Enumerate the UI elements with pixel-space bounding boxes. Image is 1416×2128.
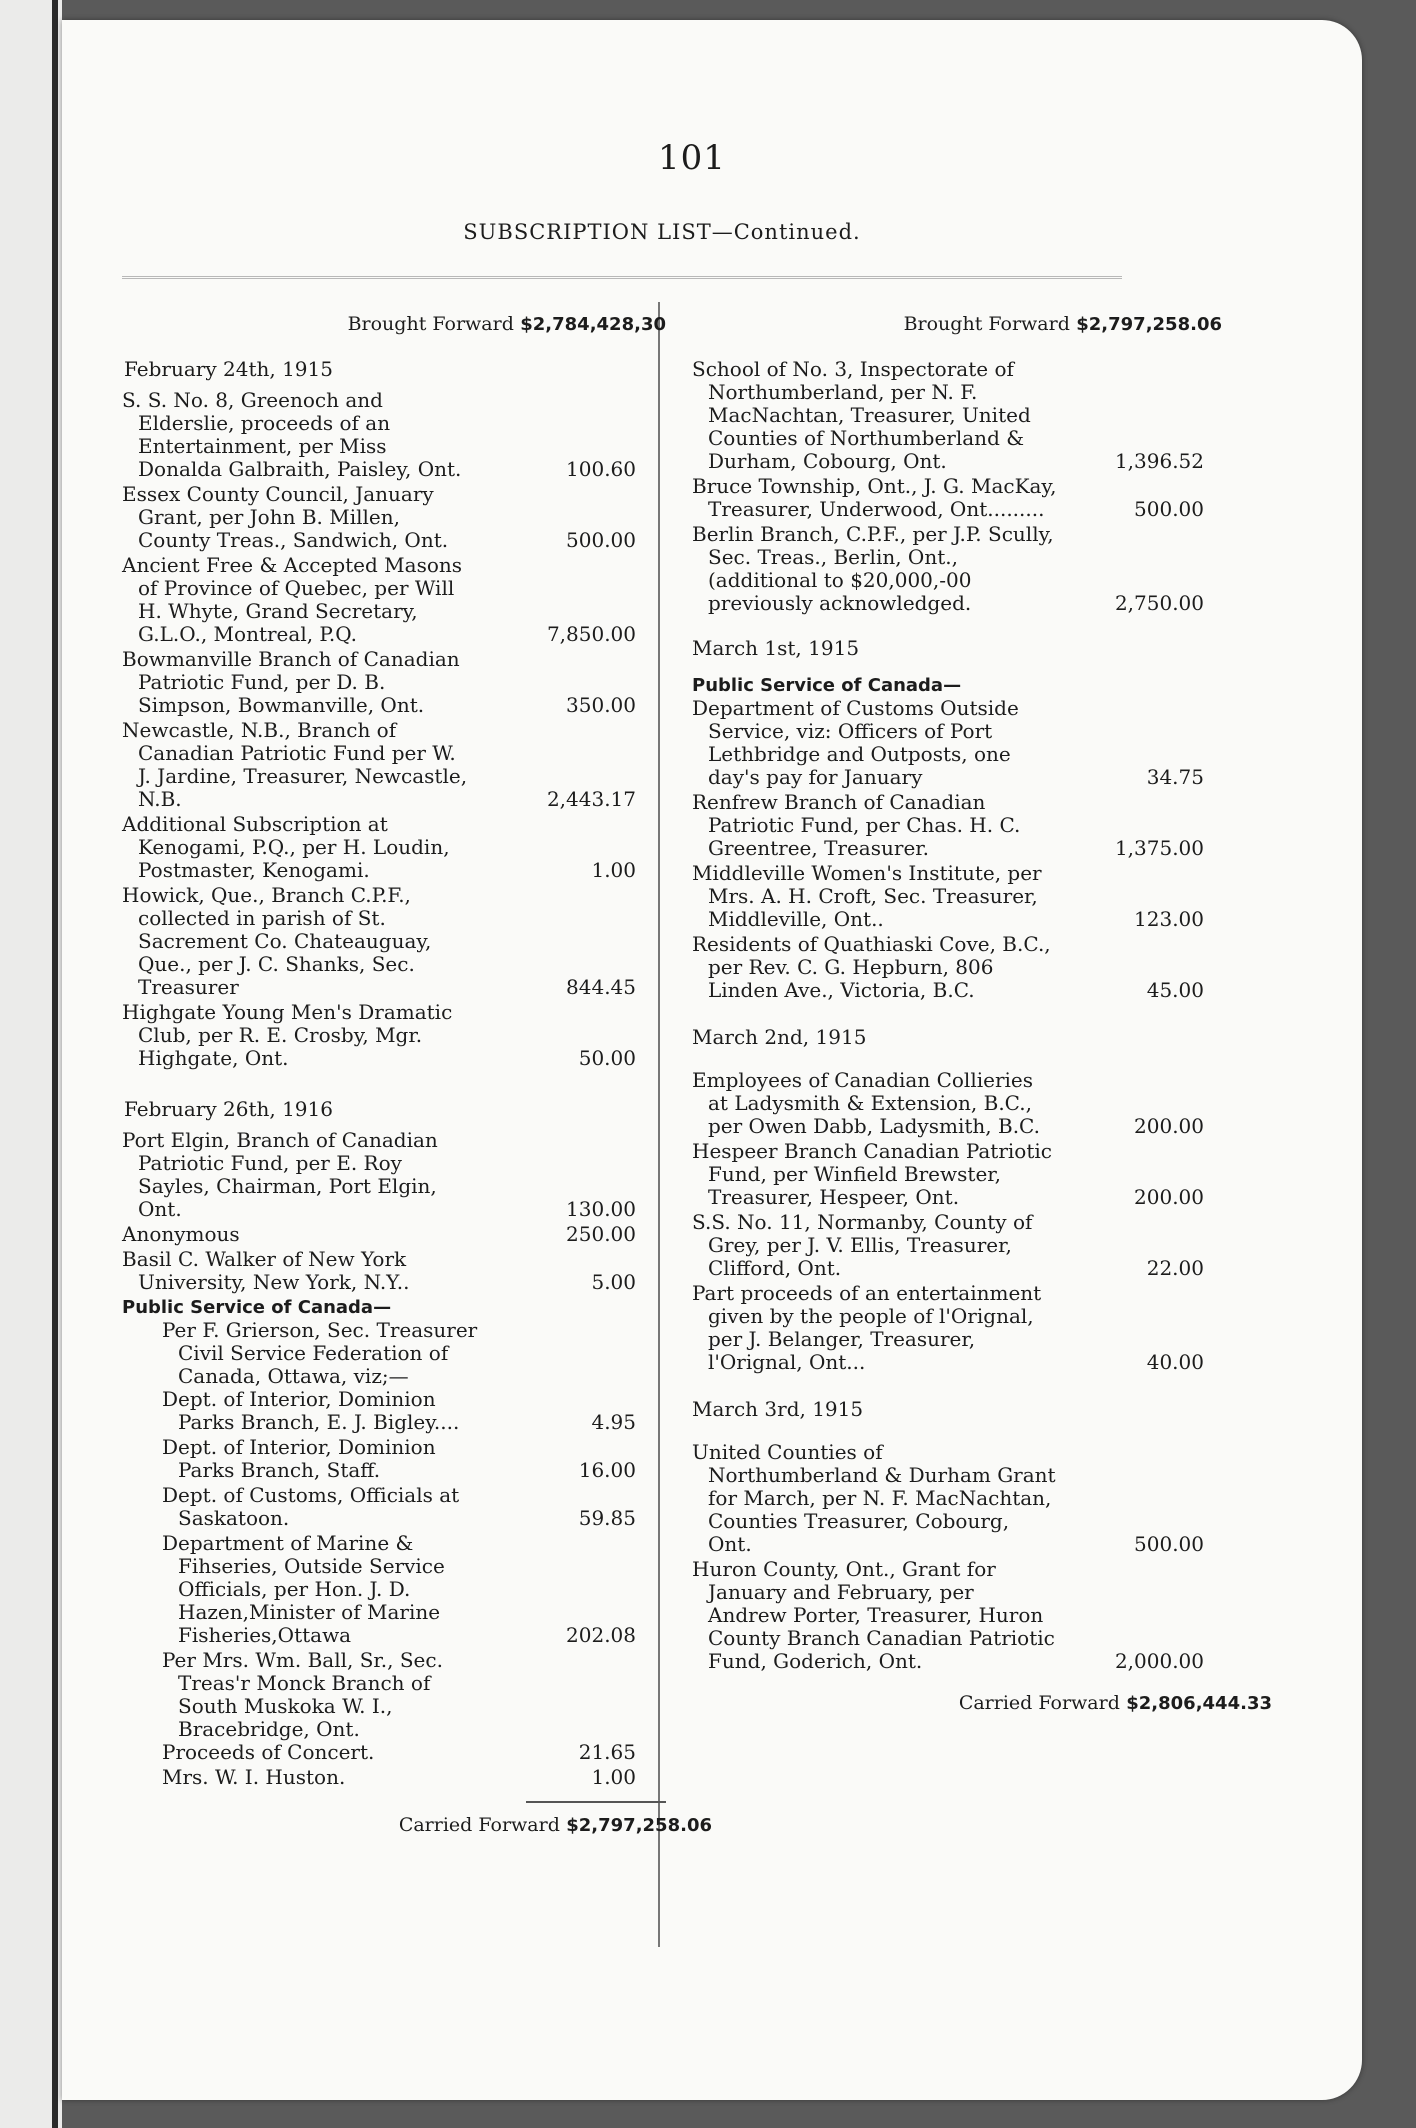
list-item: [692, 791, 1252, 860]
entry-amount: 22.00: [1146, 1256, 1204, 1280]
entry-amount: 200.00: [1134, 1114, 1204, 1138]
entry-amount: 1.00: [591, 858, 636, 882]
carried-forward-amount: $2,797,258.06: [566, 1815, 712, 1836]
list-item: [692, 933, 1252, 1002]
section-heading: Public Service of Canada—: [692, 675, 962, 696]
entry-amount: 34.75: [1146, 765, 1204, 789]
entry-amount: 4.95: [591, 1410, 636, 1434]
list-item: [122, 483, 712, 552]
carried-forward-amount: $2,806,444.33: [1126, 1693, 1272, 1714]
entry-amount: 844.45: [566, 975, 636, 999]
date-heading: March 2nd, 1915: [692, 1025, 867, 1049]
carried-forward: [122, 1813, 712, 1837]
brought-forward-amount: $2,797,258.06: [1076, 314, 1222, 335]
entry-text: Part proceeds of an entertainment given by the people of l'Orignal, per J. Belanger, Treasurer, l'Orignal, Ont...: [692, 1281, 1042, 1374]
entry-text: Port Elgin, Branch of Canadian Patriotic Fund, per E. Roy Sayles, Chairman, Port Elgin, Ont.: [122, 1128, 438, 1221]
entry-text: Employees of Canadian Collieries at Ladysmith & Extension, B.C., per Owen Dabb, Ladysmith, B.C.: [692, 1068, 1040, 1138]
list-item: [122, 1248, 712, 1294]
list-item: [122, 1223, 712, 1246]
entry-text: Mrs. W. I. Huston.: [162, 1765, 346, 1789]
entry-amount: 250.00: [566, 1222, 636, 1246]
date-heading: February 24th, 1915: [124, 357, 333, 381]
entry-text: Renfrew Branch of Canadian Patriotic Fund, per Chas. H. C. Greentree, Treasurer.: [692, 790, 1021, 860]
entry-amount: 7,850.00: [546, 622, 636, 646]
entry-text: Highgate Young Men's Dramatic Club, per R. E. Crosby, Mgr. Highgate, Ont.: [122, 1000, 453, 1070]
carried-forward-label: Carried Forward: [398, 1814, 560, 1836]
list-item: [122, 554, 712, 646]
entry-text: Basil C. Walker of New York University, New York, N.Y..: [122, 1247, 410, 1294]
date-heading: March 3rd, 1915: [692, 1397, 864, 1421]
entry-text: Middleville Women's Institute, per Mrs. A. H. Croft, Sec. Treasurer, Middleville, Ont..: [692, 861, 1042, 931]
list-item: [692, 1140, 1252, 1209]
list-item: [162, 1388, 712, 1434]
list-item: [692, 1069, 1252, 1138]
list-item: [692, 1441, 1252, 1556]
total-rule: [526, 1801, 666, 1803]
page-heading: SUBSCRIPTION LIST—Continued.: [463, 220, 861, 244]
entry-text: Additional Subscription at Kenogami, P.Q., per H. Loudin, Postmaster, Kenogami.: [122, 812, 450, 882]
entry-text: Dept. of Customs, Officials at Saskatoon.: [162, 1483, 460, 1530]
list-item: [692, 475, 1252, 521]
entry-amount: 50.00: [578, 1046, 636, 1070]
brought-forward: [692, 312, 1222, 336]
list-item: [692, 358, 1252, 473]
entry-amount: 500.00: [1134, 1532, 1204, 1556]
carried-forward-label: Carried Forward: [958, 1692, 1120, 1714]
entry-amount: 202.08: [566, 1623, 636, 1647]
entry-text: Proceeds of Concert.: [162, 1740, 375, 1764]
list-item: [692, 862, 1252, 931]
entry-text: Anonymous: [122, 1222, 240, 1246]
list-item: [692, 1282, 1252, 1374]
list-item: [692, 1211, 1252, 1280]
list-item: [162, 1436, 712, 1482]
entry-amount: 1,396.52: [1114, 449, 1204, 473]
entry-text: Howick, Que., Branch C.P.F., collected in parish of St. Sacrement Co. Chateauguay, Que., per J. C. Shanks, Sec. Treasurer: [122, 883, 432, 999]
entry-text: Berlin Branch, C.P.F., per J.P. Scully, Sec. Treas., Berlin, Ont., (additional to $20,000,-00 previously acknowledged.: [692, 522, 1054, 615]
entry-amount: 100.60: [566, 457, 636, 481]
brought-forward-label: Brought Forward: [347, 313, 514, 335]
entry-amount: 123.00: [1134, 907, 1204, 931]
date-heading: March 1st, 1915: [692, 636, 860, 660]
list-item: [122, 884, 712, 999]
carried-forward: [692, 1691, 1272, 1715]
list-item: [122, 1129, 712, 1221]
list-item: [692, 697, 1252, 789]
entry-amount: 500.00: [1134, 497, 1204, 521]
list-item: [122, 648, 712, 717]
entry-amount: 45.00: [1146, 978, 1204, 1002]
entry-amount: 21.65: [578, 1740, 636, 1764]
entry-amount: 2,443.17: [546, 787, 636, 811]
list-item: [122, 813, 712, 882]
entry-text: S. S. No. 8, Greenoch and Elderslie, proceeds of an Entertainment, per Miss Donalda Galbraith, Paisley, Ont.: [122, 388, 462, 481]
entry-text: S.S. No. 11, Normanby, County of Grey, per J. V. Ellis, Treasurer, Clifford, Ont.: [692, 1210, 1033, 1280]
entry-text: Residents of Quathiaski Cove, B.C., per Rev. C. G. Hepburn, 806 Linden Ave., Victoria, B.C.: [692, 932, 1051, 1002]
entry-amount: 500.00: [566, 528, 636, 552]
entry-text: Dept. of Interior, Dominion Parks Branch, Staff.: [162, 1435, 436, 1482]
entry-text: School of No. 3, Inspectorate of Northumberland, per N. F. MacNachtan, Treasurer, United Counties of Northumberland & Durham, Cobourg, Ont.: [692, 357, 1031, 473]
entry-amount: 59.85: [578, 1506, 636, 1530]
entry-text: Department of Customs Outside Service, viz: Officers of Port Lethbridge and Outposts, one day's pay for January: [692, 696, 1019, 789]
list-item: [162, 1766, 712, 1789]
entry-text: Bowmanville Branch of Canadian Patriotic Fund, per D. B. Simpson, Bowmanville, Ont.: [122, 647, 460, 717]
list-item: [692, 523, 1252, 615]
sub-intro: Per Mrs. Wm. Ball, Sr., Sec. Treas'r Monck Branch of South Muskoka W. I., Bracebridge, Ont.: [162, 1648, 443, 1741]
book-page: [62, 20, 1362, 2100]
brought-forward: [122, 312, 666, 336]
list-item: [162, 1741, 712, 1764]
page-number: 101: [658, 138, 726, 178]
section-heading: Public Service of Canada—: [122, 1297, 392, 1318]
entry-amount: 5.00: [591, 1270, 636, 1294]
entry-amount: 16.00: [578, 1458, 636, 1482]
list-item: [162, 1484, 712, 1530]
entry-amount: 2,000.00: [1114, 1649, 1204, 1673]
list-item: [122, 389, 712, 481]
entry-amount: 350.00: [566, 693, 636, 717]
entry-amount: 40.00: [1146, 1350, 1204, 1374]
date-heading: February 26th, 1916: [124, 1097, 333, 1121]
sub-intro: Per F. Grierson, Sec. Treasurer Civil Service Federation of Canada, Ottawa, viz;—: [162, 1318, 478, 1388]
entry-text: Newcastle, N.B., Branch of Canadian Patriotic Fund per W. J. Jardine, Treasurer, Newcastle, N.B.: [122, 718, 468, 811]
entry-text: United Counties of Northumberland & Durham Grant for March, per N. F. MacNachtan, Counties Treasurer, Cobourg, Ont.: [692, 1440, 1056, 1556]
entry-amount: 2,750.00: [1114, 591, 1204, 615]
entry-text: Department of Marine & Fihseries, Outside Service Officials, per Hon. J. D. Hazen,Minister of Marine Fisheries,Ottawa: [162, 1531, 445, 1647]
entry-text: Bruce Township, Ont., J. G. MacKay, Treasurer, Underwood, Ont.........: [692, 474, 1057, 521]
list-item: [122, 1001, 712, 1070]
book-binding-edge: [0, 0, 62, 2128]
right-column: [692, 312, 1272, 1715]
entry-text: Ancient Free & Accepted Masons of Province of Quebec, per Will H. Whyte, Grand Secretary, G.L.O., Montreal, P.Q.: [122, 553, 463, 646]
entry-text: Dept. of Interior, Dominion Parks Branch, E. J. Bigley....: [162, 1387, 460, 1434]
brought-forward-amount: $2,784,428,30: [520, 314, 666, 335]
entry-text: Essex County Council, January Grant, per John B. Millen, County Treas., Sandwich, Ont.: [122, 482, 449, 552]
entry-amount: 130.00: [566, 1197, 636, 1221]
brought-forward-label: Brought Forward: [903, 313, 1070, 335]
entry-text: Huron County, Ont., Grant for January and February, per Andrew Porter, Treasurer, Huron County Branch Canadian Patriotic Fund, Goderich, Ont.: [692, 1557, 1055, 1673]
header-rule: [122, 276, 1122, 279]
left-column: [122, 312, 712, 1837]
list-item: [692, 1558, 1252, 1673]
entry-amount: 1,375.00: [1114, 836, 1204, 860]
entry-text: Hespeer Branch Canadian Patriotic Fund, per Winfield Brewster, Treasurer, Hespeer, Ont.: [692, 1139, 1052, 1209]
list-item: [122, 719, 712, 811]
entry-amount: 200.00: [1134, 1185, 1204, 1209]
entry-amount: 1.00: [591, 1765, 636, 1789]
list-item: [162, 1532, 712, 1647]
